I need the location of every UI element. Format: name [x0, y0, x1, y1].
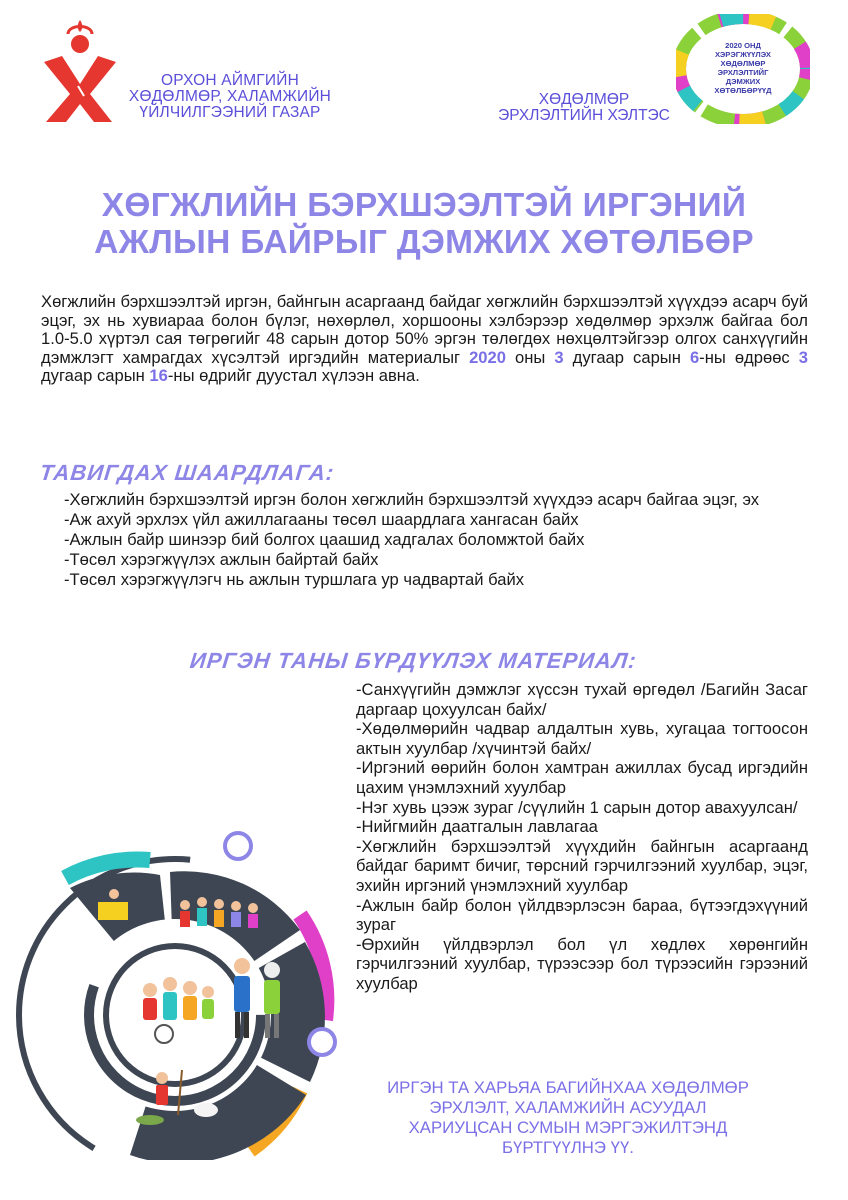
requirement-item: -Төсөл хэрэгжүүлэх ажлын байртай байх — [64, 550, 379, 569]
material-item: -Иргэний өөрийн болон хамтран ажиллах бусад иргэдийн цахим үнэмлэхний хуулбар — [356, 758, 808, 797]
title-line-1: ХӨГЖЛИЙН БЭРХШЭЭЛТЭЙ ИРГЭНИЙ — [101, 187, 747, 224]
intro-day-start: 6 — [689, 347, 700, 367]
ministry-logo — [38, 14, 120, 126]
illustration-wheel — [10, 820, 350, 1160]
intro-paragraph — [41, 293, 808, 386]
requirement-item: -Төсөл хэрэгжүүлэгч нь ажлын туршлага ур чадвартай байх — [64, 570, 525, 589]
intro-month-end: 3 — [798, 347, 808, 367]
closing-line-4: БҮРТГҮҮЛНЭ ҮҮ. — [502, 1138, 634, 1157]
closing-note — [356, 1078, 780, 1158]
materials-list — [356, 680, 808, 994]
material-item: -Хөгжлийн бэрхшээлтэй хүүхдийн байнгын асаргаанд байдаг баримт бичиг, төрсний гэрчилгээний хуулбар, эцэг, эхийн иргэний үнэмлэхний хуулбар — [356, 836, 808, 895]
page-title — [40, 187, 808, 261]
intro-text-4: -ны өдрөөс — [699, 347, 799, 367]
requirement-item: -Ажлын байр шинээр бий болгох цаашид хадгалах боломжтой байх — [64, 530, 585, 549]
intro-text-3: дугаар сарын — [563, 347, 690, 367]
program-badge — [676, 14, 810, 124]
intro-text-5: дугаар сарын — [41, 366, 150, 385]
material-item: -Санхүүгийн дэмжлэг хүссэн тухай өргөдөл /Багийн Засаг даргаар цохуулсан байх/ — [356, 680, 808, 719]
material-item: -Өрхийн үйлдвэрлэл бол үл хөдлөх хөрөнгийн гэрчилгээний хуулбар, түрээсээр бол түрээсийн гэрээний хуулбар — [356, 934, 808, 993]
badge-line-5: ДЭМЖИХ — [725, 77, 761, 86]
badge-line-4: ЭРХЛЭЛТИЙГ — [717, 68, 769, 77]
intro-text-2: оны — [506, 347, 555, 367]
badge-line-2: ХЭРЭГЖҮҮЛЭХ — [715, 50, 771, 59]
org-name-line-1: ОРХОН АЙМГИЙН — [161, 72, 299, 89]
requirement-item: -Аж ахуй эрхлэх үйл ажиллагааны төсөл шаардлага хангасан байх — [64, 510, 579, 529]
intro-text-1: Хөгжлийн бэрхшээлтэй иргэн, байнгын асаргаанд байдаг хөгжлийн бэрхшээлтэй хүүхдээ асарч буй эцэг, эх нь хувиараа болон бүлэг, нөхөрлөл, хоршооны хэлбэрээр хөдөлмөр эрхэлж байгаа бол 1.0-5.0 хүртэл сая төгрөгийг 48 сарын дотор 50% эргэн төлөгдөх нөхцөлтэйгээр олгох санхүүгийн дэмжлэгт хамрагдах хүсэлтэй иргэдийн материалыг — [41, 292, 808, 367]
requirements-heading: ТАВИГДАХ ШААРДЛАГА: — [38, 460, 336, 485]
dept-name-line-2: ЭРХЛЭЛТИЙН ХЭЛТЭС — [498, 107, 670, 124]
intro-text-6: -ны өдрийг дуустал хүлээн авна. — [167, 366, 420, 385]
badge-line-3: ХӨДӨЛМӨР — [720, 59, 766, 68]
closing-line-2: ЭРХЛЭЛТ, ХАЛАМЖИЙН АСУУДАЛ — [429, 1098, 707, 1117]
title-line-2: АЖЛЫН БАЙРЫГ ДЭМЖИХ ХӨТӨЛБӨР — [94, 224, 754, 261]
organization-name — [120, 73, 340, 121]
dept-name-line-1: ХӨДӨЛМӨР — [538, 91, 630, 108]
requirement-item: -Хөгжлийн бэрхшээлтэй иргэн болон хөгжлийн бэрхшээлтэй хүүхдээ асарч байгаа эцэг, эх — [64, 490, 760, 509]
material-item: -Нэг хувь цээж зураг /сүүлийн 1 сарын дотор авахуулсан/ — [356, 797, 798, 817]
badge-line-1: 2020 ОНД — [725, 41, 761, 50]
materials-heading: ИРГЭН ТАНЫ БҮРДҮҮЛЭХ МАТЕРИАЛ: — [188, 648, 639, 673]
intro-month-start: 3 — [554, 347, 564, 367]
closing-line-3: ХАРИУЦСАН СУМЫН МЭРГЭЖИЛТЭНД — [408, 1118, 728, 1137]
org-name-line-2: ХӨДӨЛМӨР, ХАЛАМЖИЙН — [128, 88, 332, 105]
closing-line-1: ИРГЭН ТА ХАРЬЯА БАГИЙНХАА ХӨДӨЛМӨР — [387, 1078, 749, 1097]
department-name — [484, 92, 684, 124]
requirements-list — [64, 490, 808, 590]
badge-line-6: ХӨТӨЛБӨРҮҮД — [714, 86, 772, 95]
org-name-line-3: ҮЙЛЧИЛГЭЭНИЙ ГАЗАР — [139, 104, 321, 121]
material-item: -Нийгмийн даатгалын лавлагаа — [356, 817, 598, 837]
material-item: -Хөдөлмөрийн чадвар алдалтын хувь, хугацаа тогтоосон актын хуулбар /хүчинтэй байх/ — [356, 719, 808, 758]
intro-day-end: 16 — [149, 366, 168, 385]
material-item: -Ажлын байр болон үйлдвэрлэсэн бараа, бүтээгдэхүүний зураг — [356, 895, 808, 935]
intro-year: 2020 — [469, 347, 506, 367]
